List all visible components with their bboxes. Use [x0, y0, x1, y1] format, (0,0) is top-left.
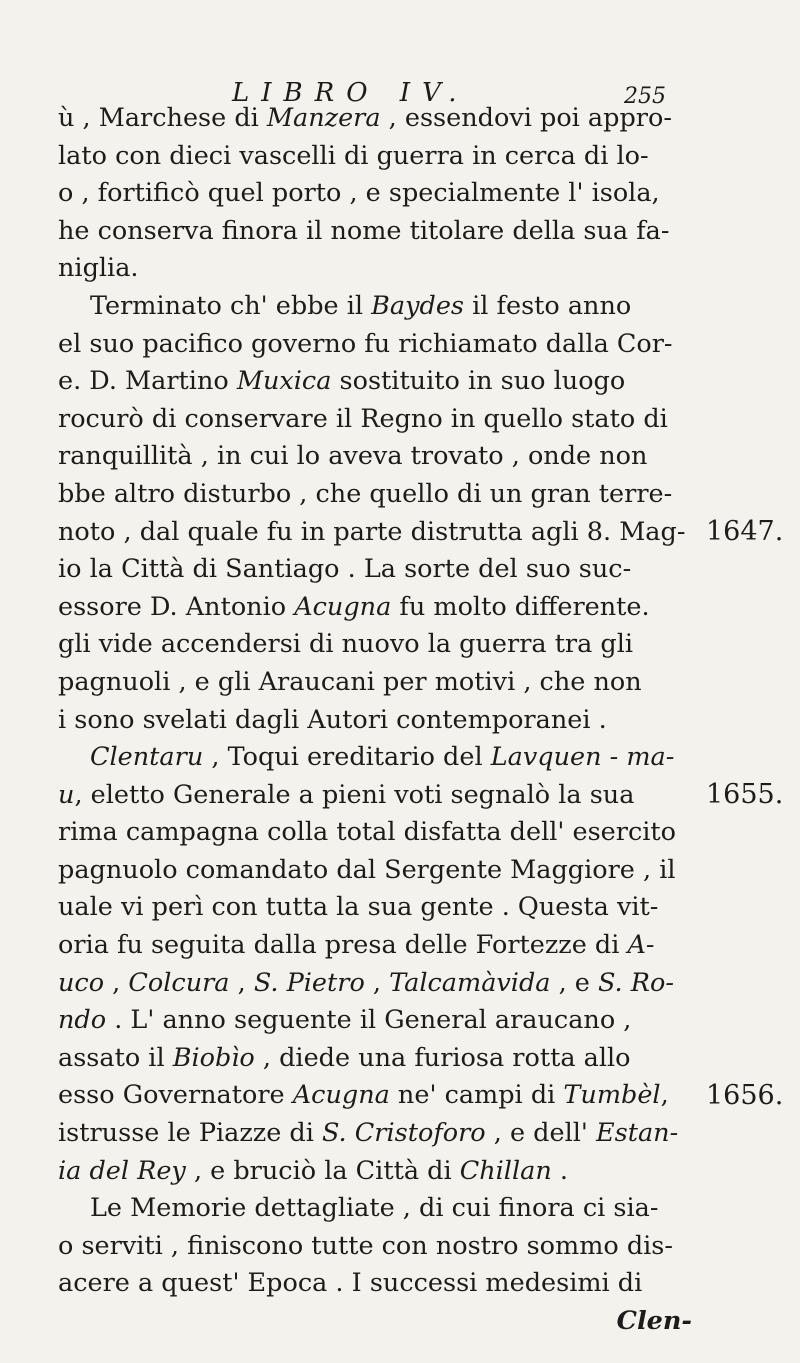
text-segment: , — [229, 967, 254, 998]
text-line — [58, 175, 698, 213]
italic-text: Baydes — [371, 290, 465, 321]
text-segment: il festo anno — [464, 290, 632, 321]
italic-text: ndo — [58, 1005, 107, 1036]
text-segment: el suo pacifico governo fu richiamato dalla Cor- — [58, 328, 673, 359]
text-segment: fu molto differente. — [391, 591, 650, 622]
text-segment: o , fortificò quel porto , e specialmente l' isola, — [58, 178, 660, 209]
text-segment: pagnuoli , e gli Araucani per motivi , che non — [58, 666, 642, 697]
text-line — [58, 1190, 698, 1228]
text-body — [58, 100, 698, 1341]
italic-text: S. Pietro — [253, 967, 365, 998]
text-segment: sostituito in suo luogo — [331, 366, 626, 397]
text-segment: o serviti , finiscono tutte con nostro sommo dis- — [58, 1230, 674, 1261]
text-segment: essore D. Antonio — [58, 591, 295, 622]
text-segment: io la Città di Santiago . La sorte del suo suc- — [58, 554, 632, 585]
text-segment: bbe altro disturbo , che quello di un gran terre- — [58, 478, 673, 509]
text-line — [58, 1228, 698, 1266]
running-title: LIBRO IV. — [232, 78, 469, 108]
text-segment: e. D. Martino — [58, 366, 237, 397]
text-line — [58, 927, 698, 965]
text-line — [58, 551, 698, 589]
italic-text: Talcamàvida — [389, 967, 551, 998]
text-segment: . L' anno seguente il General araucano , — [106, 1005, 632, 1036]
text-line — [58, 1077, 698, 1115]
italic-text: Acugna — [292, 1080, 390, 1111]
margin-year: 1655. — [706, 778, 784, 810]
text-segment: rocurò di conservare il Regno in quello stato di — [58, 403, 668, 434]
text-line — [58, 476, 698, 514]
text-segment: acere a quest' Epoca . I successi medesimi di — [58, 1268, 643, 1299]
italic-text: Estan- — [596, 1118, 679, 1149]
text-segment: , eletto Generale a pieni voti segnalò la sua — [74, 779, 635, 810]
text-segment: he conserva finora il nome titolare della sua fa- — [58, 215, 670, 246]
text-segment: , e bruciò la Città di — [185, 1155, 460, 1186]
text-line — [58, 514, 698, 552]
text-line — [58, 664, 698, 702]
italic-text: Tumbèl — [563, 1080, 661, 1111]
margin-year: 1647. — [706, 515, 784, 547]
text-line — [58, 965, 698, 1003]
text-line — [58, 814, 698, 852]
text-segment: , — [104, 967, 129, 998]
italic-text: Clentaru — [90, 742, 204, 773]
text-segment: i sono svelati dagli Autori contemporanei . — [58, 704, 607, 735]
text-line — [58, 1002, 698, 1040]
italic-text: Acugna — [294, 591, 392, 622]
text-line — [58, 889, 698, 927]
italic-text: Chillan — [459, 1155, 552, 1186]
text-line — [58, 1115, 698, 1153]
text-line — [58, 250, 698, 288]
text-segment: pagnuolo comandato dal Sergente Maggiore , il — [58, 854, 676, 885]
text-segment: , diede una furiosa rotta allo — [254, 1042, 631, 1073]
italic-text: uco — [58, 967, 105, 998]
text-segment: ù , Marchese di — [58, 103, 267, 133]
italic-text: Muxica — [236, 366, 332, 397]
text-line — [58, 100, 698, 138]
text-segment: gli vide accendersi di nuovo la guerra tra gli — [58, 629, 634, 660]
text-line — [58, 326, 698, 364]
text-line — [58, 1040, 698, 1078]
text-segment: uale vi perì con tutta la sua gente . Questa vit- — [58, 892, 659, 923]
italic-text: Colcura — [128, 967, 230, 998]
text-line — [58, 589, 698, 627]
text-segment: , essendovi poi appro- — [380, 103, 672, 133]
page-number: 255 — [624, 84, 666, 109]
margin-year: 1656. — [706, 1079, 784, 1111]
text-segment: assato il — [58, 1042, 173, 1073]
text-line — [58, 1265, 698, 1303]
text-segment: Terminato ch' ebbe il — [90, 290, 372, 321]
text-segment: , e dell' — [485, 1118, 597, 1149]
text-line — [58, 438, 698, 476]
text-line — [58, 739, 698, 777]
text-segment: rima campagna colla total disfatta dell' esercito — [58, 817, 676, 848]
text-segment: Clen- — [616, 1306, 692, 1336]
text-segment: , — [364, 967, 390, 998]
italic-text: ia del Rey — [58, 1155, 186, 1186]
catchword — [58, 1303, 698, 1341]
italic-text: Manzera — [266, 103, 381, 133]
text-segment: noto , dal quale fu in parte distrutta agli 8. Mag- — [58, 516, 686, 547]
text-segment: Le Memorie dettagliate , di cui finora ci sia- — [90, 1193, 659, 1224]
italic-text: A- — [627, 930, 655, 961]
text-line — [58, 852, 698, 890]
text-line — [58, 777, 698, 815]
text-segment: esso Governatore — [58, 1080, 293, 1111]
italic-text: S. Cristoforo — [322, 1118, 486, 1149]
text-line — [58, 401, 698, 439]
text-line — [58, 702, 698, 740]
text-line — [58, 288, 698, 326]
text-line — [58, 138, 698, 176]
text-segment: oria fu seguita dalla presa delle Fortezze di — [58, 930, 628, 961]
text-segment: niglia. — [58, 253, 139, 284]
italic-text: u — [58, 779, 75, 810]
italic-text: S. Ro- — [598, 967, 674, 998]
text-segment: , e — [550, 967, 598, 998]
italic-text: Biobìo — [172, 1042, 255, 1073]
text-segment: ranquillità , in cui lo aveva trovato , onde non — [58, 441, 648, 472]
text-segment: lato con dieci vascelli di guerra in cerca di lo- — [58, 140, 649, 171]
text-segment: ne' campi di — [389, 1080, 564, 1111]
text-line — [58, 213, 698, 251]
text-segment: istrusse le Piazze di — [58, 1118, 322, 1149]
text-segment: , Toqui ereditario del — [203, 742, 491, 773]
text-segment: , — [660, 1080, 669, 1111]
text-line — [58, 363, 698, 401]
text-segment: . — [551, 1155, 568, 1186]
text-line — [58, 626, 698, 664]
text-line — [58, 1153, 698, 1191]
italic-text: Lavquen - ma- — [490, 742, 675, 773]
